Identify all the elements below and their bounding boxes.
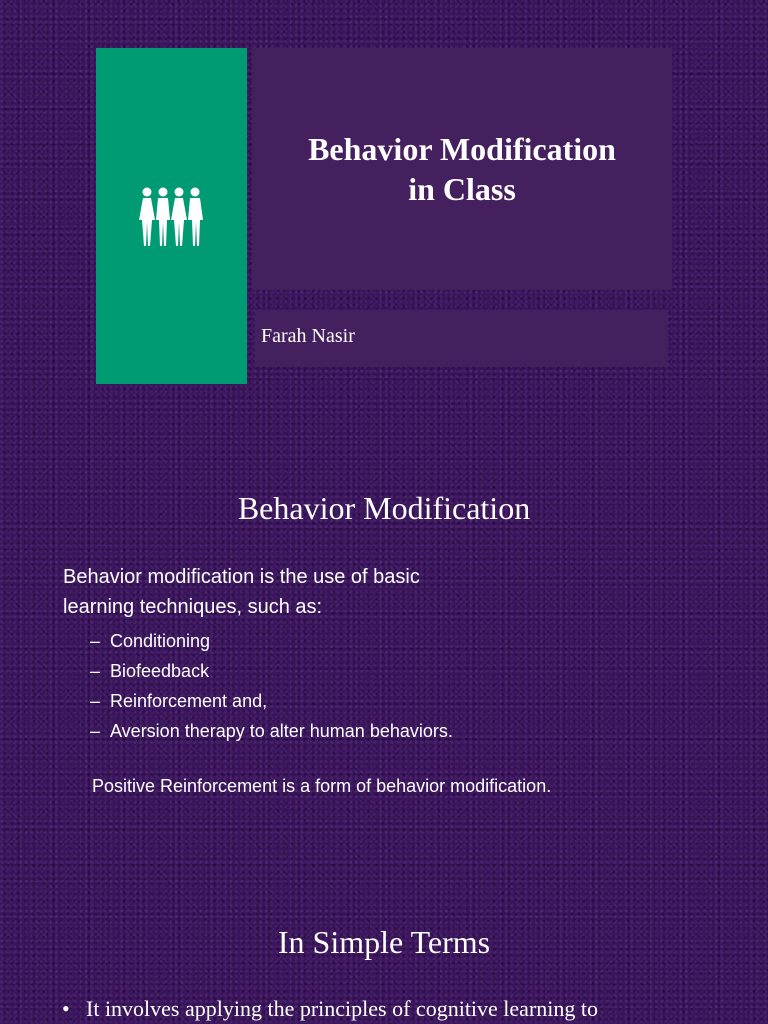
list-item-text: Conditioning [110,631,211,651]
list-item [90,716,453,746]
dash-bullet: – [90,631,101,651]
intro-line-2: learning techniques, such as: [63,596,323,618]
reinforcement-note: Positive Reinforcement is a form of behavior modification. [92,776,552,796]
list-item-text: Reinforcement and, [110,691,268,711]
subtitle-box [255,310,668,367]
list-item-text: Biofeedback [110,661,210,681]
title-line-1: Behavior Modification [308,131,616,167]
slide-title [282,129,642,209]
definition-slide [0,470,768,850]
intro-paragraph [63,562,463,622]
title-slide [0,0,768,440]
people-group-icon [138,186,204,246]
dash-bullet: – [90,691,101,711]
bullet-text: It involves applying the principles of cognitive learning to [86,996,598,1021]
intro-line-1: Behavior modification is the use of basic [63,566,420,588]
dash-bullet: – [90,661,101,681]
technique-list [90,626,453,746]
slide-heading: Behavior Modification [237,490,531,526]
slide-heading: In Simple Terms [277,924,491,960]
list-item [90,656,453,686]
author-name: Farah Nasir [261,325,355,347]
list-item [90,626,453,656]
list-item-text: Aversion therapy to alter human behaviors. [110,721,453,741]
bullet-dot-icon: • [62,996,70,1021]
title-box [252,48,672,290]
dash-bullet: – [90,721,101,741]
simple-terms-slide [0,900,768,1024]
list-item [90,686,453,716]
title-line-2: in Class [408,171,516,207]
bullet-item [62,996,598,1022]
